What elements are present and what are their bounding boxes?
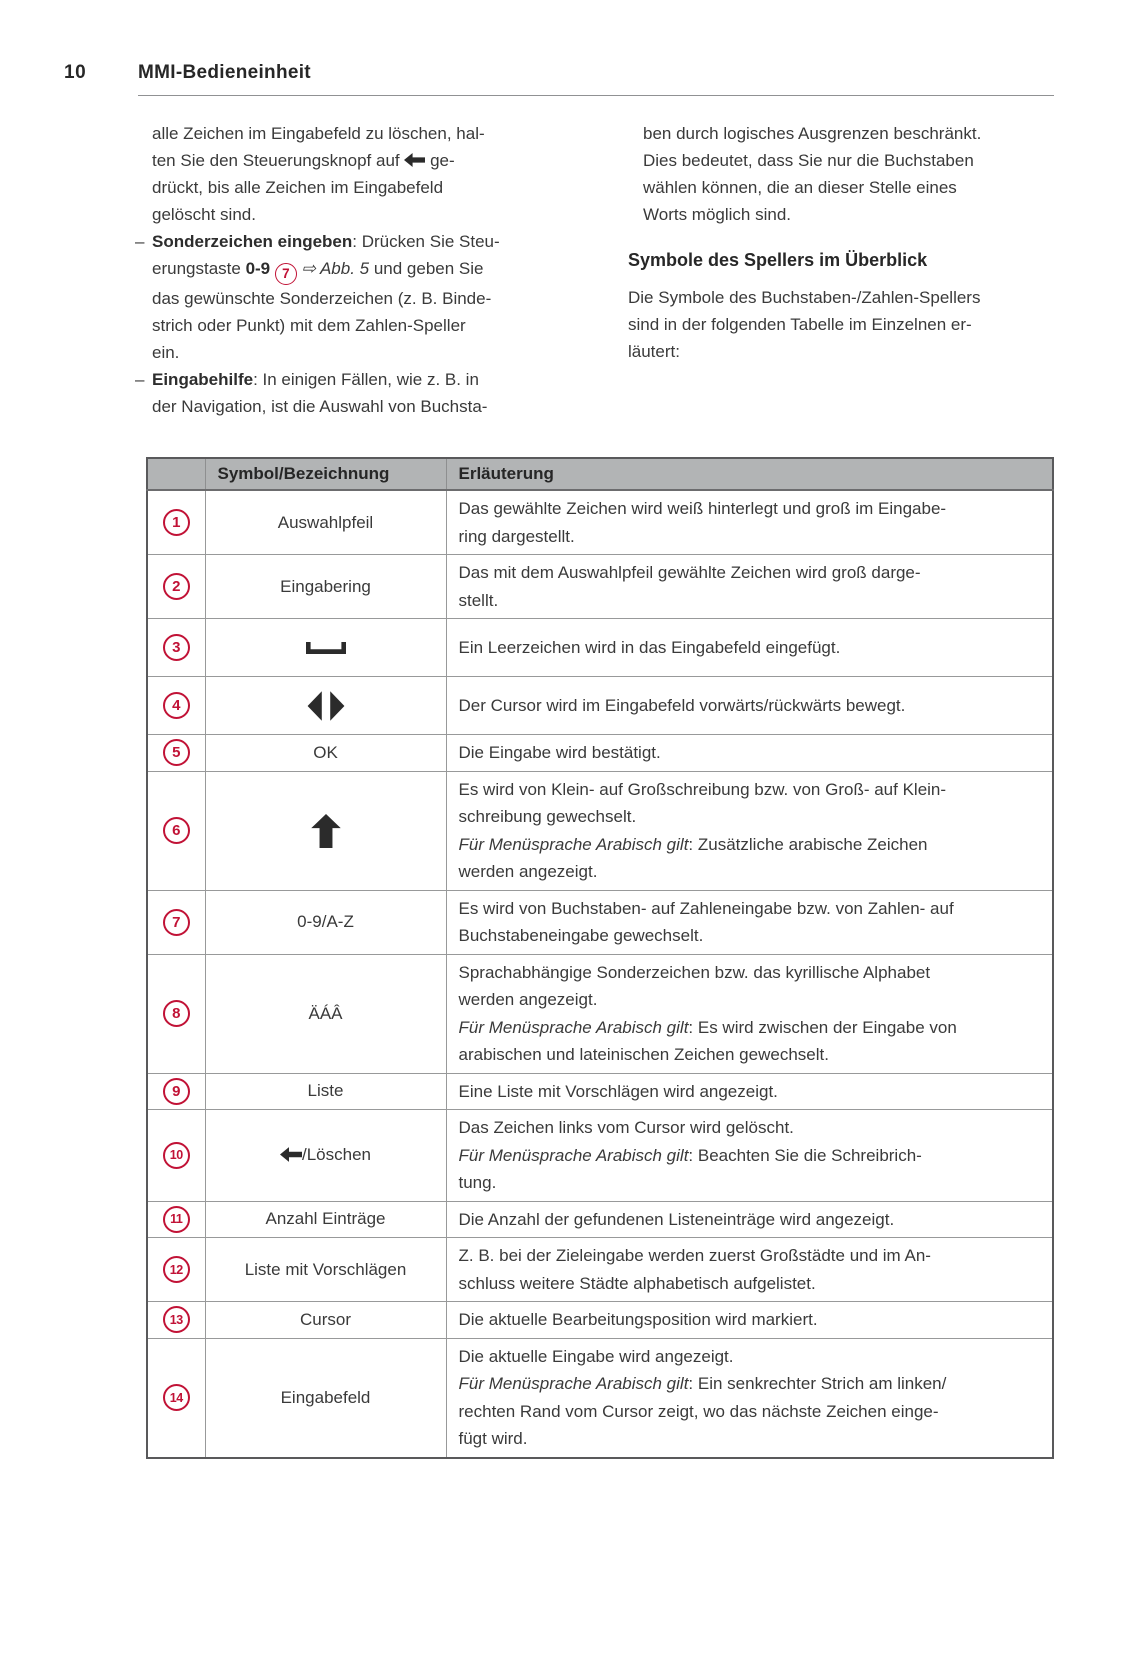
table-row: [147, 735, 1053, 772]
table-row: [147, 1302, 1053, 1339]
arrow-left-solid-icon: [280, 1147, 302, 1162]
row-number-cell: [147, 890, 205, 954]
table-row: [147, 771, 1053, 890]
text-line: Worts möglich sind.: [643, 205, 792, 224]
row-number-badge: 2: [163, 573, 190, 600]
row-number-badge: 3: [163, 634, 190, 661]
page-number: 10: [64, 62, 87, 83]
text-line: läutert:: [628, 342, 680, 361]
row-number-badge: 7: [163, 909, 190, 936]
row-number-badge: 9: [163, 1078, 190, 1105]
text-line: sind in der folgenden Tabelle im Einzelnen er-: [628, 315, 972, 334]
row-number-badge: 12: [163, 1256, 190, 1283]
table-row: [147, 1201, 1053, 1238]
text-line: tung.: [458, 1173, 497, 1192]
row-number-badge: 6: [163, 817, 190, 844]
row-number-badge: 8: [163, 1000, 190, 1027]
text-line: wählen können, die an dieser Stelle eines: [643, 178, 957, 197]
text-line: fügt wird.: [458, 1429, 528, 1448]
description-cell: [446, 1201, 1053, 1238]
symbol-cell: Anzahl Einträge: [205, 1201, 446, 1238]
text-line: – Sonderzeichen eingeben: Drücken Sie Steu-: [135, 228, 565, 255]
symbol-cell: ÄÁÂ: [205, 954, 446, 1073]
header-cell-symbol: Symbol/Bezeichnung: [205, 458, 446, 490]
row-number-badge: 13: [163, 1306, 190, 1333]
row-number-badge: 4: [163, 692, 190, 719]
table-header-row: [147, 458, 1053, 490]
text-line: Für Menüsprache Arabisch gilt: Ein senkrechter Strich am linken/: [458, 1374, 947, 1393]
symbol-cell: 0-9/A-Z: [205, 890, 446, 954]
text-line: erungstaste 0-9 7 ⇨ Abb. 5 und geben Sie: [135, 255, 565, 285]
row-number-cell: [147, 555, 205, 619]
description-cell: [446, 490, 1053, 555]
table-row: [147, 954, 1053, 1073]
text-line: Ein Leerzeichen wird in das Eingabefeld eingefügt.: [458, 637, 841, 657]
row-number-cell: [147, 490, 205, 555]
arrow-left-solid-icon: [404, 153, 425, 167]
row-number-badge: 14: [163, 1384, 190, 1411]
text-line: ben durch logisches Ausgrenzen beschränkt.: [643, 124, 982, 143]
text-line: – Eingabehilfe: In einigen Fällen, wie z. B. in: [135, 366, 565, 393]
row-number-badge: 11: [163, 1206, 190, 1233]
arrow-up-solid-icon: [311, 814, 341, 848]
row-number-cell: [147, 1110, 205, 1202]
text-line: Eine Liste mit Vorschlägen wird angezeigt.: [458, 1081, 778, 1101]
row-number-cell: [147, 954, 205, 1073]
header-cell-number: [147, 458, 205, 490]
ref-number-badge: 7: [275, 263, 297, 285]
text-line: alle Zeichen im Eingabefeld zu löschen, hal-: [152, 124, 485, 143]
table-row: [147, 1110, 1053, 1202]
symbol-cell: Eingabefeld: [205, 1338, 446, 1458]
row-number-cell: [147, 1238, 205, 1302]
text-line: werden angezeigt.: [458, 990, 598, 1009]
text-line: Es wird von Klein- auf Großschreibung bzw. von Groß- auf Klein-: [458, 779, 947, 799]
description-cell: [446, 771, 1053, 890]
text-line: Der Cursor wird im Eingabefeld vorwärts/rückwärts bewegt.: [458, 695, 906, 715]
row-number-badge: 5: [163, 739, 190, 766]
symbol-cell: [205, 771, 446, 890]
cursor-left-right-icon: [306, 691, 346, 721]
text-line: ten Sie den Steuerungsknopf auf ge-: [152, 151, 455, 170]
section-paragraph: [628, 284, 1058, 365]
table-row: [147, 555, 1053, 619]
table-row: [147, 619, 1053, 677]
symbol-cell: Eingabering: [205, 555, 446, 619]
description-cell: [446, 1110, 1053, 1202]
text-line: strich oder Punkt) mit dem Zahlen-Speller: [152, 315, 466, 335]
description-cell: [446, 1238, 1053, 1302]
space-symbol-icon: [306, 642, 346, 654]
text-line: Das Zeichen links vom Cursor wird gelöscht.: [458, 1118, 794, 1137]
symbol-cell: [205, 677, 446, 735]
text-line: ring dargestellt.: [458, 526, 575, 546]
row-number-badge: 10: [163, 1142, 190, 1169]
text-line: Dies bedeutet, dass Sie nur die Buchstaben: [643, 151, 974, 170]
text-line: Buchstabeneingabe gewechselt.: [458, 926, 704, 945]
text-line: rechten Rand vom Cursor zeigt, wo das nächste Zeichen einge-: [458, 1401, 939, 1421]
symbol-cell: OK: [205, 735, 446, 772]
page-title: MMI-Bedieneinheit: [138, 62, 311, 83]
table-row: [147, 677, 1053, 735]
text-line: drückt, bis alle Zeichen im Eingabefeld: [152, 178, 444, 197]
table-row: [147, 890, 1053, 954]
description-cell: [446, 1338, 1053, 1458]
symbol-cell: [205, 619, 446, 677]
text-line: Die aktuelle Eingabe wird angezeigt.: [458, 1346, 734, 1366]
text-line: Die Anzahl der gefundenen Listeneinträge wird angezeigt.: [458, 1209, 895, 1229]
text-line: arabischen und lateinischen Zeichen gewechselt.: [458, 1045, 829, 1064]
row-number-cell: [147, 619, 205, 677]
text-line: Das gewählte Zeichen wird weiß hinterlegt und groß im Eingabe-: [458, 499, 947, 518]
section-heading: Symbole des Spellers im Überblick: [628, 250, 928, 270]
text-line: der Navigation, ist die Auswahl von Buchsta-: [152, 396, 488, 416]
text-line: Die Eingabe wird bestätigt.: [458, 743, 661, 762]
row-number-cell: [147, 735, 205, 772]
text-line: Für Menüsprache Arabisch gilt: Es wird zwischen der Eingabe von: [458, 1017, 957, 1037]
header-cell-erlaeuterung: Erläuterung: [446, 458, 1053, 490]
table-row: [147, 490, 1053, 555]
intro-right-column: [628, 120, 1058, 365]
symbol-cell: Liste mit Vorschlägen: [205, 1238, 446, 1302]
description-cell: [446, 619, 1053, 677]
table-row: [147, 1338, 1053, 1458]
text-line: schreibung gewechselt.: [458, 807, 637, 826]
text-line: Die Symbole des Buchstaben-/Zahlen-Spellers: [628, 288, 981, 307]
row-number-cell: [147, 1201, 205, 1238]
text-line: Sprachabhängige Sonderzeichen bzw. das kyrillische Alphabet: [458, 962, 931, 982]
text-line: Es wird von Buchstaben- auf Zahleneingabe bzw. von Zahlen- auf: [458, 898, 954, 918]
text-line: Z. B. bei der Zieleingabe werden zuerst Großstädte und im An-: [458, 1246, 931, 1265]
symbol-cell: Liste: [205, 1073, 446, 1110]
text-line: werden angezeigt.: [458, 862, 598, 881]
list-dash: –: [135, 232, 145, 251]
description-cell: [446, 555, 1053, 619]
row-number-cell: [147, 1302, 205, 1339]
description-cell: [446, 735, 1053, 772]
intro-right-continuation: [628, 120, 1058, 228]
table-row: [147, 1073, 1053, 1110]
speller-symbols-table: [146, 457, 1054, 1459]
header-rule: [138, 95, 1054, 96]
row-number-cell: [147, 1338, 205, 1458]
row-number-cell: [147, 677, 205, 735]
table-row: [147, 1238, 1053, 1302]
symbol-cell: Cursor: [205, 1302, 446, 1339]
text-line: Für Menüsprache Arabisch gilt: Beachten Sie die Schreibrich-: [458, 1145, 922, 1165]
row-number-cell: [147, 1073, 205, 1110]
text-line: Das mit dem Auswahlpfeil gewählte Zeichen wird groß darge-: [458, 563, 921, 582]
symbol-cell: Auswahlpfeil: [205, 490, 446, 555]
text-line: stellt.: [458, 590, 499, 610]
description-cell: [446, 1302, 1053, 1339]
list-dash: –: [135, 369, 145, 389]
row-number-badge: 1: [163, 509, 190, 536]
text-line: Die aktuelle Bearbeitungsposition wird markiert.: [458, 1310, 818, 1329]
description-cell: [446, 954, 1053, 1073]
text-line: schluss weitere Städte alphabetisch aufgelistet.: [458, 1273, 816, 1293]
row-number-cell: [147, 771, 205, 890]
text-line: ein.: [152, 342, 180, 362]
description-cell: [446, 890, 1053, 954]
description-cell: [446, 1073, 1053, 1110]
text-line: das gewünschte Sonderzeichen (z. B. Binde-: [152, 288, 492, 308]
description-cell: [446, 677, 1053, 735]
text-line: gelöscht sind.: [152, 205, 256, 224]
text-line: Für Menüsprache Arabisch gilt: Zusätzliche arabische Zeichen: [458, 834, 928, 854]
symbol-cell: /Löschen: [205, 1110, 446, 1202]
intro-left-column: [135, 120, 565, 420]
